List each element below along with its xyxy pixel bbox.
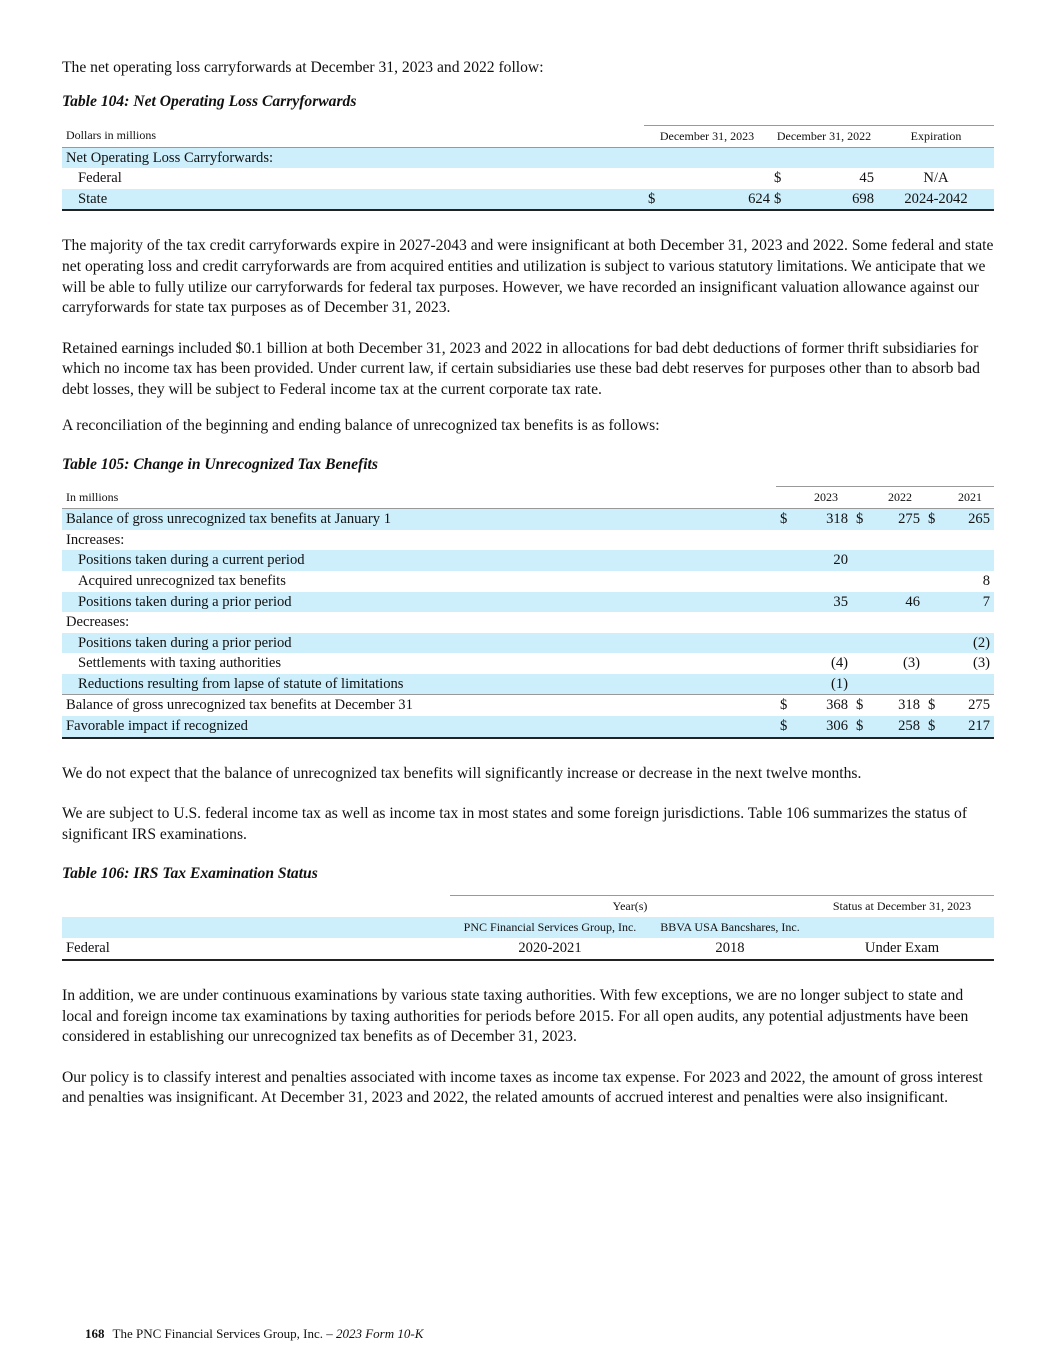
value-2021 (944, 674, 994, 695)
currency-symbol (852, 612, 872, 633)
currency-symbol (644, 168, 666, 189)
paragraph-retained-earnings: Retained earnings included $0.1 billion at both December 31, 2023 and 2022 in allocations for bad debt deductions of former thrift subsidiaries for which no income tax has been provided. Under current law, if certain subsidiaries use these bad debt reserves for purposes other than to absorb bad debt losses, they will be subject to Federal income tax at the current corporate tax rate. (62, 339, 980, 398)
currency-symbol: $ (928, 697, 936, 714)
header-status: Status at December 31, 2023 (810, 896, 994, 918)
value-cell: 624 (666, 189, 770, 211)
row-label: Reductions resulting from lapse of statute of limitations (62, 674, 776, 695)
table-105-title: Table 105: Change in Unrecognized Tax Benefits (62, 456, 378, 474)
value-2023: 318 (826, 511, 848, 528)
row-label: Decreases: (66, 614, 130, 631)
exam-status: Under Exam (810, 938, 994, 960)
currency-symbol (924, 592, 944, 613)
row-label: Balance of gross unrecognized tax benefits at January 1 (66, 511, 391, 528)
value-2022: (3) (902, 655, 920, 672)
table-row (62, 189, 994, 211)
table-row (62, 509, 994, 530)
currency-symbol (924, 612, 944, 633)
header-years: Year(s) (450, 896, 810, 918)
currency-symbol: $ (856, 511, 864, 528)
value-2023: (4) (830, 655, 848, 672)
currency-symbol: $ (776, 716, 796, 738)
currency-symbol (776, 592, 796, 613)
table-row (62, 653, 994, 674)
table-row (62, 633, 994, 654)
currency-symbol: $ (644, 189, 666, 211)
header-spacer (62, 896, 450, 918)
currency-symbol (852, 550, 872, 571)
value-2023 (796, 633, 852, 654)
currency-symbol: $ (774, 170, 782, 187)
currency-symbol (924, 571, 944, 592)
currency-symbol (776, 633, 796, 654)
currency-symbol (924, 633, 944, 654)
value-2021: (3) (972, 655, 990, 672)
header-2021: 2021 (924, 487, 994, 509)
table-106-header (62, 896, 994, 918)
table-row (62, 695, 994, 716)
expiration-cell: 2024-2042 (878, 189, 994, 211)
value-2023: 306 (796, 716, 852, 738)
value-2021: 7 (982, 593, 990, 610)
header-dec-2022: December 31, 2022 (770, 125, 878, 147)
currency-symbol (776, 653, 796, 674)
value-2023: 368 (826, 697, 848, 714)
row-label: Settlements with taxing authorities (78, 655, 282, 672)
subheader-spacer (62, 917, 450, 938)
subheader-pnc: PNC Financial Services Group, Inc. (463, 920, 637, 935)
value-2021: 217 (944, 716, 994, 738)
value-2023 (796, 530, 852, 551)
table-row (62, 147, 994, 168)
footer-form: 2023 Form 10-K (335, 1326, 424, 1341)
currency-symbol: $ (852, 716, 872, 738)
table-105 (62, 486, 994, 739)
table-106 (62, 895, 994, 961)
document-page (62, 0, 994, 1109)
value-cell: 698 (786, 189, 878, 211)
value-2023 (796, 612, 852, 633)
value-2021 (944, 530, 994, 551)
currency-symbol: $ (780, 697, 788, 714)
currency-symbol: $ (928, 511, 936, 528)
currency-symbol (776, 550, 796, 571)
table-row (62, 592, 994, 613)
header-in-millions: In millions (62, 487, 776, 509)
subheader-bbva: BBVA USA Bancshares, Inc. (660, 920, 800, 935)
currency-symbol (776, 530, 796, 551)
value-2022 (872, 571, 924, 592)
value-2022: 258 (872, 716, 924, 738)
value-2022 (872, 530, 924, 551)
row-label: Positions taken during a current period (78, 552, 305, 569)
header-2022: 2022 (852, 487, 924, 509)
currency-symbol (852, 592, 872, 613)
currency-symbol (852, 571, 872, 592)
value-2022: 46 (905, 593, 920, 610)
page-footer (85, 1326, 423, 1342)
value-2023: 20 (833, 552, 848, 569)
row-label: State (62, 189, 644, 211)
table-105-header (62, 487, 994, 509)
currency-symbol (924, 653, 944, 674)
paragraph-interest-penalties: Our policy is to classify interest and penalties associated with income taxes as income tax expense. For 2023 and 2022, the amount of gross interest and penalties was insignificant. At December 31, 2023 and 2022, the related amounts of accrued interest and penalties were also insignificant. (62, 1068, 983, 1107)
header-dec-2023: December 31, 2023 (644, 125, 770, 147)
paragraph-state-examinations: In addition, we are under continuous examinations by various state taxing authorities. With few exceptions, we are no longer subject to state and local and foreign income tax examinations by taxing authorities for periods before 2015. For all open audits, any potential adjustments have been considered in establishing our unrecognized tax benefits as of December 31, 2023. (62, 987, 969, 1046)
currency-symbol (852, 530, 872, 551)
table-row (62, 571, 994, 592)
currency-symbol: $ (770, 189, 786, 211)
value-2021: 265 (968, 511, 990, 528)
currency-symbol: $ (780, 511, 788, 528)
value-2022: 275 (898, 511, 920, 528)
footer-company: The PNC Financial Services Group, Inc. – (112, 1326, 336, 1341)
row-label: Federal (78, 170, 122, 187)
table-row (62, 168, 994, 189)
row-label: Positions taken during a prior period (78, 593, 292, 610)
header-dollars-in-millions: Dollars in millions (62, 125, 644, 147)
value-2021: 8 (982, 572, 990, 589)
row-label: Increases: (66, 531, 125, 548)
section-label: Net Operating Loss Carryforwards: (66, 149, 274, 166)
intro-text: The net operating loss carryforwards at December 31, 2023 and 2022 follow: (62, 59, 544, 76)
value-2021 (944, 550, 994, 571)
table-104 (62, 125, 994, 212)
table-row (62, 550, 994, 571)
value-2023 (796, 571, 852, 592)
currency-symbol (776, 674, 796, 695)
value-2021: (2) (972, 634, 990, 651)
currency-symbol: $ (856, 697, 864, 714)
table-row (62, 716, 994, 738)
paragraph-no-change-expected: We do not expect that the balance of unrecognized tax benefits will significantly increase or decrease in the next twelve months. (62, 764, 862, 782)
table-104-header (62, 125, 994, 147)
row-label: Positions taken during a prior period (78, 634, 292, 651)
value-2023: 35 (833, 593, 848, 610)
value-2021: 275 (968, 697, 990, 714)
table-row (62, 674, 994, 695)
header-expiration: Expiration (878, 125, 994, 147)
value-cell: 45 (859, 170, 874, 187)
value-2023: (1) (796, 674, 852, 695)
table-row (62, 612, 994, 633)
expiration-cell: N/A (923, 170, 949, 187)
currency-symbol: $ (924, 716, 944, 738)
table-106-title: Table 106: IRS Tax Examination Status (62, 865, 318, 883)
currency-symbol (924, 530, 944, 551)
table-106-subheader (62, 917, 994, 938)
paragraph-jurisdictions: We are subject to U.S. federal income tax as well as income tax in most states and some foreign jurisdictions. Table 106 summarizes the status of significant IRS examinations. (62, 805, 968, 843)
value-2022 (872, 612, 924, 633)
row-label: Balance of gross unrecognized tax benefits at December 31 (66, 697, 413, 714)
page-number: 168 (85, 1326, 105, 1341)
currency-symbol (852, 633, 872, 654)
currency-symbol (852, 653, 872, 674)
row-label: Favorable impact if recognized (62, 716, 776, 738)
table-row (62, 938, 994, 960)
currency-symbol (776, 612, 796, 633)
year-pnc: 2020-2021 (450, 938, 650, 960)
currency-symbol (924, 550, 944, 571)
value-2022 (872, 550, 924, 571)
paragraph-tax-credits: The majority of the tax credit carryforwards expire in 2027-2043 and were insignificant at both December 31, 2023 and 2022. Some federal and state net operating loss and credit carryforwards are from acquired entities and utilization is subject to various statutory limitations. We anticipate that we will be able to fully utilize our carryforwards for federal tax purposes. However, we have recorded an insignificant valuation allowance against our carryforwards for state tax purposes as of December 31, 2023. (62, 237, 994, 317)
value-2022: 318 (898, 697, 920, 714)
row-label: Federal (62, 938, 450, 960)
table-row (62, 530, 994, 551)
currency-symbol (776, 571, 796, 592)
year-bbva: 2018 (650, 938, 810, 960)
subheader-spacer (810, 917, 994, 938)
table-105-body (62, 509, 994, 738)
value-2022 (872, 674, 924, 695)
value-cell (666, 168, 770, 189)
table-104-title: Table 104: Net Operating Loss Carryforwards (62, 92, 357, 110)
currency-symbol (924, 674, 944, 695)
paragraph-reconciliation: A reconciliation of the beginning and ending balance of unrecognized tax benefits is as follows: (62, 416, 660, 434)
value-2022 (872, 633, 924, 654)
header-2023: 2023 (776, 487, 852, 509)
currency-symbol (852, 674, 872, 695)
value-2021 (944, 612, 994, 633)
row-label: Acquired unrecognized tax benefits (78, 572, 286, 589)
